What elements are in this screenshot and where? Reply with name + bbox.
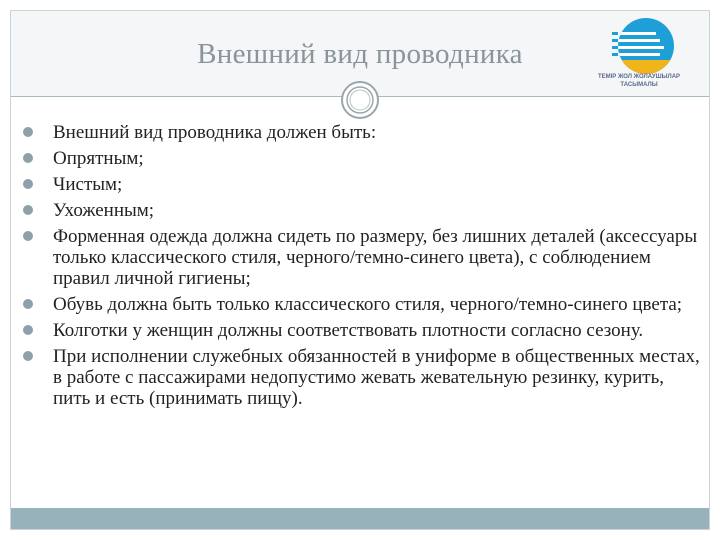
slide-title: Внешний вид проводника (197, 38, 523, 70)
bullet-icon (23, 325, 33, 335)
footer-accent-bar (11, 508, 709, 529)
bullet-icon (23, 127, 33, 137)
list-item (23, 294, 703, 315)
list-item (23, 174, 703, 195)
list-item (23, 122, 703, 143)
bullet-icon (23, 153, 33, 163)
bullet-icon (23, 299, 33, 309)
list-item (23, 200, 703, 221)
list-item (23, 148, 703, 169)
list-item (23, 320, 703, 341)
list-item-text: Внешний вид проводника должен быть: (53, 122, 377, 143)
list-item-text: Ухоженным; (53, 200, 155, 221)
list-item (23, 346, 703, 409)
list-item-text: Обувь должна быть только классического стиля, черного/темно-синего цвета; (53, 294, 683, 315)
list-item-text: Форменная одежда должна сидеть по размеру, без лишних деталей (аксессуары только классического стиля, черного/темно-синего цвета), с соблюдением правил личной гигиены; (53, 226, 698, 289)
bullet-list (23, 122, 703, 414)
bullet-icon (23, 205, 33, 215)
list-item (23, 226, 703, 289)
bullet-icon (23, 179, 33, 189)
logo-caption: ТЕМІР ЖОЛ ЖОЛАУШЫЛАР ТАСЫМАЛЫ (597, 74, 681, 88)
list-item-text: Колготки у женщин должны соответствовать плотности согласно сезону. (53, 320, 644, 341)
bullet-icon (23, 351, 33, 361)
list-item-text: Опрятным; (53, 148, 144, 169)
list-item-text: Чистым; (53, 174, 123, 195)
list-item-text: При исполнении служебных обязанностей в униформе в общественных местах, в работе с пассажирами недопустимо жевать жевательную резинку, курить, пить и есть (принимать пищу). (53, 346, 700, 409)
circle-ornament-icon (340, 80, 380, 120)
bullet-icon (23, 231, 33, 241)
